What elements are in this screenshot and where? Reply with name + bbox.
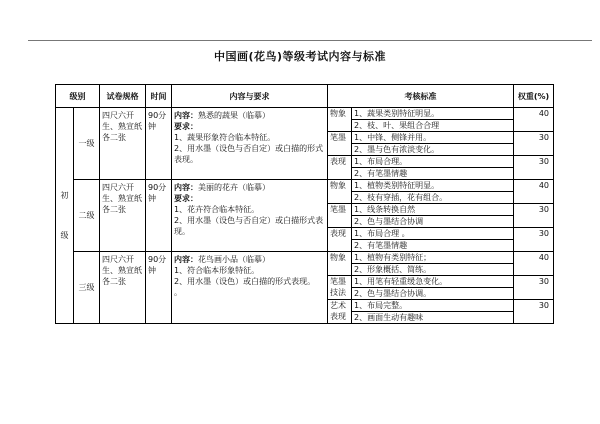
standard-item: 1、布局合理 。 xyxy=(352,228,514,240)
header-standard: 考核标准 xyxy=(328,85,514,108)
content-text: 美丽的花卉（临摹） xyxy=(198,183,270,192)
standard-category: 表现 xyxy=(328,156,352,180)
weight-cell: 40 xyxy=(514,180,554,204)
weight-cell: 30 xyxy=(514,204,554,228)
table-row xyxy=(56,180,554,192)
content-text: 花鸟画小品（临摹） xyxy=(198,255,270,264)
content-label: 内容： xyxy=(174,111,198,120)
standard-item: 1、中锋、侧锋并用。 xyxy=(352,132,514,144)
standard-item: 1、植物类别特征明显。 xyxy=(352,180,514,192)
header-paper: 试卷规格 xyxy=(100,85,146,108)
standard-item: 2、枝、叶、果组合合理 xyxy=(352,120,514,132)
standard-category: 物象 xyxy=(328,108,352,132)
paper-cell: 四尺六开生、熟宣纸各二张 xyxy=(100,108,146,180)
standard-item: 2、有笔墨情趣 xyxy=(352,240,514,252)
weight-cell: 30 xyxy=(514,300,554,324)
header-time: 时间 xyxy=(146,85,172,108)
standard-item: 2、画面生动有趣味 xyxy=(352,312,514,324)
standard-category: 笔墨 xyxy=(328,204,352,228)
requirement-line: 1、符合临本形象特征。 xyxy=(174,266,260,275)
standard-category: 表现 xyxy=(328,228,352,252)
standard-item: 2、色与墨结合协调。 xyxy=(352,288,514,300)
requirement-label: 要求： xyxy=(174,122,198,131)
level-cell: 二级 xyxy=(74,180,100,252)
requirement-line: 2、用水墨（设色）或白描的形式表现。 xyxy=(174,277,316,286)
standard-item: 2、有笔墨情趣 xyxy=(352,168,514,180)
time-cell: 90分钟 xyxy=(146,180,172,252)
standard-item: 1、蔬果类别特征明显。 xyxy=(352,108,514,120)
content-cell xyxy=(172,108,328,180)
requirement-line: 。 xyxy=(174,288,182,297)
standard-category: 笔墨 xyxy=(328,132,352,156)
weight-cell: 30 xyxy=(514,276,554,300)
level-cell: 三级 xyxy=(74,252,100,324)
requirement-line: 1、花卉符合临本特征。 xyxy=(174,205,260,214)
content-label: 内容： xyxy=(174,183,198,192)
page-title: 中国画(花鸟)等级考试内容与标准 xyxy=(213,50,387,63)
paper-cell: 四尺六开生、熟宣纸各二张 xyxy=(100,180,146,252)
requirement-line: 1、蔬果形象符合临本特征。 xyxy=(174,133,276,142)
standard-item: 1、线条转换自然 xyxy=(352,204,514,216)
content-cell xyxy=(172,252,328,324)
weight-cell: 40 xyxy=(514,252,554,276)
weight-cell: 30 xyxy=(514,132,554,156)
standard-item: 2、形象概括、简练。 xyxy=(352,264,514,276)
requirement-line: 2、用水墨（设色与否自定）或白描的形式表现。 xyxy=(174,144,324,164)
time-cell: 90分钟 xyxy=(146,252,172,324)
time-cell: 90分钟 xyxy=(146,108,172,180)
header-weight: 权重(%) xyxy=(514,85,554,108)
standard-category: 艺术表现 xyxy=(328,300,352,324)
header-level: 级别 xyxy=(56,85,100,108)
exam-standards-table xyxy=(55,84,554,324)
standard-item: 2、墨与色有浓淡变化。 xyxy=(352,144,514,156)
standard-item: 1、植物有类别特征； xyxy=(352,252,514,264)
weight-cell: 30 xyxy=(514,228,554,252)
standard-category: 物象 xyxy=(328,252,352,276)
weight-cell: 30 xyxy=(514,156,554,180)
header-content: 内容与要求 xyxy=(172,85,328,108)
weight-cell: 40 xyxy=(514,108,554,132)
standard-category: 物象 xyxy=(328,180,352,204)
standard-item: 2、枝有穿插，花有组合。 xyxy=(352,192,514,204)
table-row xyxy=(56,108,554,120)
standard-item: 1、布局合理。 xyxy=(352,156,514,168)
level-cell: 一级 xyxy=(74,108,100,180)
standard-item: 1、用笔有轻重缓急变化。 xyxy=(352,276,514,288)
requirement-line: 2、用水墨（设色与否自定）或白描形式表现。 xyxy=(174,216,324,236)
content-label: 内容： xyxy=(174,255,198,264)
content-text: 熟悉的蔬果（临摹） xyxy=(198,111,270,120)
group-cell: 初级 xyxy=(56,108,74,324)
requirement-label: 要求： xyxy=(174,194,198,203)
top-rule xyxy=(28,40,592,41)
paper-cell: 四尺六开生、熟宣纸各二张 xyxy=(100,252,146,324)
header-row xyxy=(56,85,554,108)
standard-item: 2、色与墨结合协调 xyxy=(352,216,514,228)
standard-item: 1、布局完整。 xyxy=(352,300,514,312)
content-cell xyxy=(172,180,328,252)
standard-category: 笔墨技法 xyxy=(328,276,352,300)
table-row xyxy=(56,252,554,264)
